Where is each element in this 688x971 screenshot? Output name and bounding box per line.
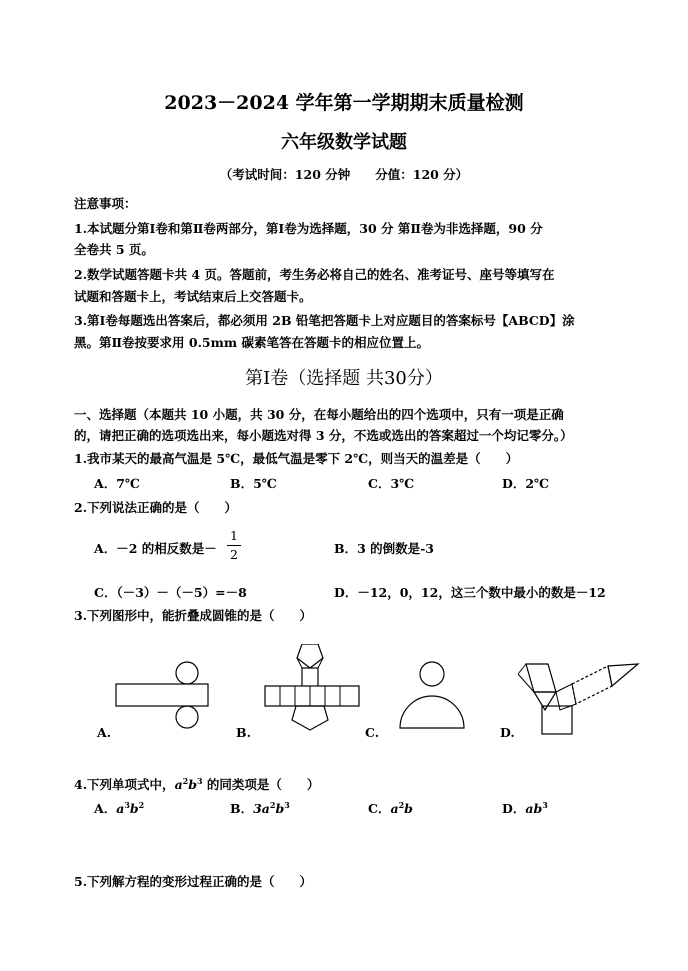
section-title: 第Ⅰ卷（选择题 共30分） xyxy=(245,368,443,389)
q4-b-exp2: 3 xyxy=(284,799,290,810)
q3-option-c: C. xyxy=(365,725,380,740)
note-1-line-1: 1.本试题分第Ⅰ卷和第Ⅱ卷两部分，第Ⅰ卷为选择题，30 分 第Ⅱ卷为非选择题，90 分 xyxy=(74,221,543,236)
q4-c-exp1: 2 xyxy=(398,799,405,810)
q2-option-a-text: A．－2 的相反数是－ xyxy=(94,541,217,556)
q4-c-var1: a xyxy=(390,801,399,816)
q1-option-d: D．2℃ xyxy=(502,476,550,491)
q3-stem: 3.下列图形中，能折叠成圆锥的是（ ） xyxy=(74,608,313,623)
q4-option-c xyxy=(368,799,413,817)
q4-option-b xyxy=(230,799,290,817)
q3-option-d: D. xyxy=(500,725,515,740)
q4-c-label: C． xyxy=(368,801,391,816)
notes-heading: 注意事项： xyxy=(74,196,137,211)
q2-option-c: C．（－3）－（－5）=－8 xyxy=(94,585,247,600)
q4-b-coef: 3 xyxy=(253,801,262,816)
q4-d-var1: ab xyxy=(525,801,543,816)
fraction-denominator: 2 xyxy=(230,547,238,562)
q4-b-label: B． xyxy=(230,801,254,816)
q2-stem: 2.下列说法正确的是（ ） xyxy=(74,500,238,515)
q2-option-b: B．3 的倒数是-3 xyxy=(334,541,435,556)
q4-d-label: D． xyxy=(502,801,526,816)
q2-option-a-fraction xyxy=(227,529,241,562)
q1-option-a: A．7℃ xyxy=(94,476,140,491)
note-2-line-1: 2.数学试题答题卡共 4 页。答题前，考生务必将自己的姓名、准考证号、座号等填写在 xyxy=(74,267,555,282)
q4-a-exp2: 2 xyxy=(138,799,145,810)
q4-stem-prefix: 4.下列单项式中， xyxy=(74,777,175,792)
q4-b-var1: a xyxy=(261,801,270,816)
note-3-line-2: 黑。第Ⅱ卷按要求用 0.5mm 碳素笔答在答题卡的相应位置上。 xyxy=(74,335,429,350)
section-intro-line-2: 的，请把正确的选项选出来，每小题选对得 3 分，不选或选出的答案超过一个均记零分。） xyxy=(74,428,573,443)
q4-a-var1: a xyxy=(116,801,125,816)
fraction-numerator: 1 xyxy=(230,528,238,543)
q3-figure-b xyxy=(260,644,364,732)
q3-figure-d xyxy=(512,656,640,736)
q4-option-d xyxy=(502,799,548,817)
q4-b-var2: b xyxy=(275,801,285,816)
q3-option-b: B. xyxy=(236,725,251,740)
q4-var-b: b xyxy=(188,777,197,792)
page-title: 2023－2024 学年第一学期期末质量检测 xyxy=(164,92,524,114)
q4-exp-2: 2 xyxy=(182,775,189,786)
note-2-line-2: 试题和答题卡上，考试结束后上交答题卡。 xyxy=(74,289,312,304)
q1-option-c: C．3℃ xyxy=(368,476,415,491)
page-subtitle: 六年级数学试题 xyxy=(281,132,407,153)
q4-a-exp1: 3 xyxy=(124,799,130,810)
note-3-line-1: 3.第Ⅰ卷每题选出答案后，都必须用 2B 铅笔把答题卡上对应题目的答案标号【ABCD】涂 xyxy=(74,313,575,328)
q1-option-b: B．5℃ xyxy=(230,476,277,491)
q4-stem xyxy=(74,775,319,793)
q4-a-label: A． xyxy=(94,801,117,816)
q4-a-var2: b xyxy=(129,801,139,816)
q4-option-a xyxy=(94,799,144,817)
fraction-bar xyxy=(227,545,241,546)
q5-stem: 5.下列解方程的变形过程正确的是（ ） xyxy=(74,874,313,889)
q4-var-a: a xyxy=(174,777,183,792)
q4-b-exp1: 2 xyxy=(269,799,276,810)
q4-c-var2: b xyxy=(404,801,413,816)
exam-info: （考试时间：120 分钟 分值：120 分） xyxy=(219,167,469,182)
q2-option-d: D．－12，0，12，这三个数中最小的数是－12 xyxy=(334,585,606,600)
q1-stem: 1.我市某天的最高气温是 5℃，最低气温是零下 2℃，则当天的温差是（ ） xyxy=(74,451,519,466)
section-intro-line-1: 一、选择题（本题共 10 小题，共 30 分，在每小题给出的四个选项中，只有一项是正确 xyxy=(74,407,564,422)
q3-figure-c xyxy=(396,660,468,730)
q4-stem-suffix: 的同类项是（ ） xyxy=(202,777,320,792)
q4-exp-3: 3 xyxy=(197,775,203,786)
q4-d-exp1: 3 xyxy=(542,799,548,810)
note-1-line-2: 全卷共 5 页。 xyxy=(74,242,154,257)
q3-option-a: A. xyxy=(97,725,112,740)
q3-figure-a xyxy=(112,660,212,732)
